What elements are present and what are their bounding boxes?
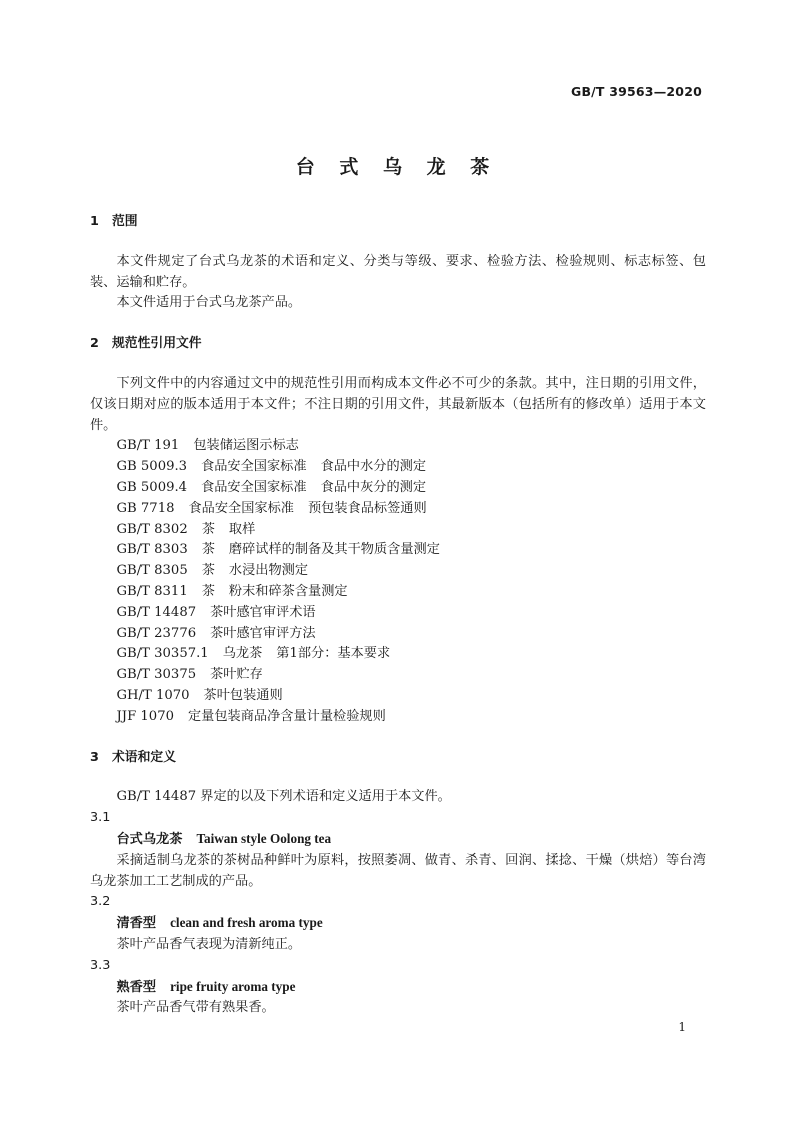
reference-item <box>90 707 706 728</box>
reference-title: 食品安全国家标准 <box>201 459 307 475</box>
document-title: 台 式 乌 龙 茶 <box>295 156 499 178</box>
reference-item <box>90 686 706 707</box>
section-title: 术语和定义 <box>112 749 176 765</box>
reference-title: 茶 <box>201 563 215 579</box>
term-definition: 采摘适制乌龙茶的茶树品种鲜叶为原料，按照萎凋、做青、杀青、回润、揉捻、干燥（烘焙）等台湾乌龙茶加工工艺制成的产品。 <box>90 852 706 889</box>
reference-code: GB/T 191 <box>116 438 180 454</box>
reference-code: GB 5009.4 <box>116 479 188 495</box>
clause-number: 3.3 <box>90 957 111 973</box>
section-title: 范围 <box>112 214 138 229</box>
reference-code: JJF 1070 <box>116 708 174 724</box>
standard-code: GB/T 39563—2020 <box>570 84 702 99</box>
scope-paragraph-2: 本文件适用于台式乌龙茶产品。 <box>116 295 302 311</box>
term-en: ripe fruity aroma type <box>170 978 296 994</box>
term-zh: 清香型 <box>116 916 157 932</box>
term-zh: 台式乌龙茶 <box>116 831 183 847</box>
reference-code: GB/T 30375 <box>116 667 197 683</box>
reference-code: GB/T 23776 <box>116 625 197 641</box>
reference-subtitle: 食品中水分的测定 <box>320 459 427 475</box>
reference-title: 食品安全国家标准 <box>188 500 294 516</box>
scope-paragraph-1: 本文件规定了台式乌龙茶的术语和定义、分类与等级、要求、检验方法、检验规则、标志标签、包装、运输和贮存。 <box>90 253 706 290</box>
reference-item <box>90 561 706 582</box>
section-number: 2 <box>90 336 99 352</box>
section-number: 1 <box>90 214 99 229</box>
reference-item <box>90 520 706 541</box>
section-2-heading <box>90 334 706 355</box>
term-heading <box>90 829 706 851</box>
reference-title: 定量包装商品净含量计量检验规则 <box>187 708 386 724</box>
reference-code: GB 7718 <box>116 500 175 516</box>
reference-list <box>90 436 706 727</box>
term-en: clean and fresh aroma type <box>170 915 323 931</box>
clause-number: 3.2 <box>90 894 111 910</box>
term-definition: 茶叶产品香气表现为清新纯正。 <box>116 936 302 952</box>
reference-subtitle: 预包装食品标签通则 <box>307 500 427 516</box>
terms-intro: GB/T 14487 界定的以及下列术语和定义适用于本文件。 <box>116 789 451 805</box>
reference-code: GB/T 8303 <box>116 542 188 558</box>
reference-title: 茶叶感官审评方法 <box>210 625 316 641</box>
clause-number: 3.1 <box>90 810 111 826</box>
reference-title: 茶叶贮存 <box>210 667 263 683</box>
references-intro: 下列文件中的内容通过文中的规范性引用而构成本文件必不可少的条款。其中，注日期的引用文件，仅该日期对应的版本适用于本文件；不注日期的引用文件，其最新版本（包括所有的修改单）适用于本文件。 <box>90 375 706 433</box>
page-number: 1 <box>678 1020 686 1034</box>
reference-subtitle: 取样 <box>228 521 256 537</box>
reference-item <box>90 478 706 499</box>
reference-code: GB/T 14487 <box>116 604 197 620</box>
term-zh: 熟香型 <box>116 979 157 995</box>
reference-title: 茶 <box>201 583 215 599</box>
reference-subtitle: 磨碎试样的制备及其干物质含量测定 <box>228 542 440 558</box>
reference-item <box>90 665 706 686</box>
reference-item <box>90 624 706 645</box>
reference-subtitle: 食品中灰分的测定 <box>320 479 427 495</box>
reference-item <box>90 582 706 603</box>
reference-item <box>90 644 706 665</box>
reference-title: 食品安全国家标准 <box>201 479 307 495</box>
reference-code: GH/T 1070 <box>116 687 190 703</box>
reference-subtitle: 第1部分：基本要求 <box>276 646 391 662</box>
reference-item <box>90 540 706 561</box>
section-3-heading <box>90 748 706 769</box>
reference-item <box>90 499 706 520</box>
reference-item <box>90 457 706 478</box>
reference-item <box>90 603 706 624</box>
reference-title: 包装储运图示标志 <box>193 438 299 454</box>
reference-title: 茶 <box>201 542 215 558</box>
reference-code: GB/T 8305 <box>116 563 188 579</box>
term-definition: 茶叶产品香气带有熟果香。 <box>116 1000 275 1016</box>
term-heading <box>90 913 706 935</box>
reference-title: 茶 <box>201 521 215 537</box>
reference-title: 乌龙茶 <box>222 646 263 662</box>
reference-code: GB 5009.3 <box>116 459 188 475</box>
term-en: Taiwan style Oolong tea <box>196 830 332 846</box>
reference-title: 茶叶感官审评术语 <box>210 604 316 620</box>
section-number: 3 <box>90 749 99 765</box>
reference-code: GB/T 8311 <box>116 583 188 599</box>
reference-subtitle: 粉末和碎茶含量测定 <box>228 583 348 599</box>
reference-code: GB/T 30357.1 <box>116 646 209 662</box>
document-body <box>90 212 706 1019</box>
reference-code: GB/T 8302 <box>116 521 188 537</box>
section-title: 规范性引用文件 <box>112 336 202 352</box>
term-heading <box>90 977 706 999</box>
reference-title: 茶叶包装通则 <box>203 687 283 703</box>
reference-item <box>90 436 706 457</box>
section-1-heading <box>90 212 706 233</box>
reference-subtitle: 水浸出物测定 <box>228 563 309 579</box>
